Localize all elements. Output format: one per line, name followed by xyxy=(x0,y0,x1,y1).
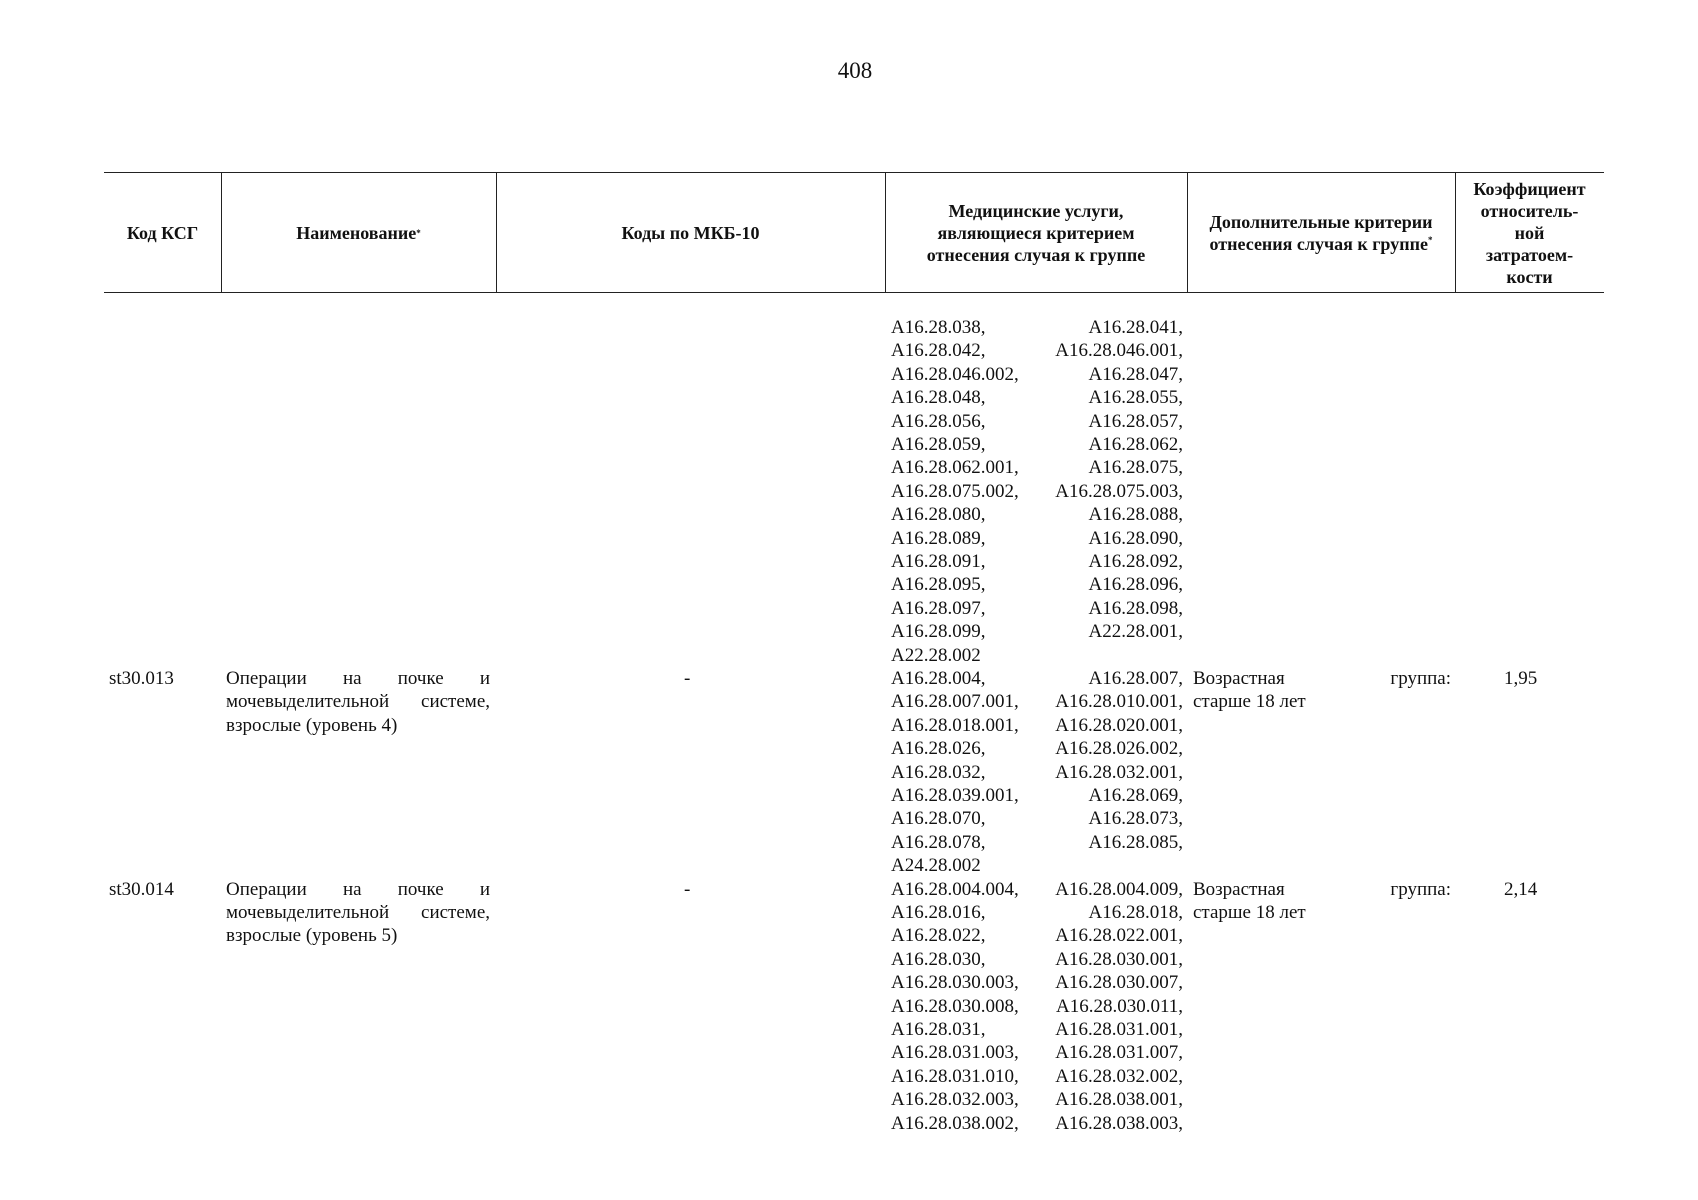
criteria-text: Возрастная xyxy=(1193,878,1285,900)
service-code: A16.28.069, xyxy=(1088,785,1183,806)
coefficient-value: 2,14 xyxy=(1504,878,1538,900)
page-number: 408 xyxy=(837,58,873,83)
service-code-line xyxy=(891,667,1183,690)
service-code: A16.28.030.003, xyxy=(891,972,1019,994)
group-name-line: взрослые (уровень 5) xyxy=(226,925,398,947)
service-code: A16.28.073, xyxy=(1088,808,1183,830)
service-code-line xyxy=(891,597,1183,620)
header-code: Код КСГ xyxy=(126,222,199,243)
service-code-line xyxy=(891,1112,1183,1135)
service-code: A16.28.030.007, xyxy=(1055,972,1183,994)
service-code-line xyxy=(891,550,1183,573)
criteria-line xyxy=(1193,667,1451,690)
service-code-line xyxy=(891,737,1183,760)
service-code: A22.28.001, xyxy=(1088,621,1183,643)
service-code-line xyxy=(891,1041,1183,1064)
group-name-line: взрослые (уровень 4) xyxy=(226,714,398,736)
header-coefficient: Коэффициент относитель- ной затратоем- кости xyxy=(1473,178,1586,287)
coefficient-value: 1,95 xyxy=(1504,668,1538,689)
service-code: A16.28.055, xyxy=(1088,387,1183,409)
service-code: A24.28.002 xyxy=(891,855,981,877)
service-code: A16.28.032.003, xyxy=(891,1089,1019,1111)
service-code: A16.28.048, xyxy=(891,387,986,409)
service-code: A16.28.007.001, xyxy=(891,691,1019,713)
service-code: A16.28.085, xyxy=(1088,831,1183,853)
service-code: A16.28.047, xyxy=(1088,363,1183,385)
service-code-line xyxy=(891,995,1183,1018)
table-header xyxy=(104,172,1604,293)
service-code: A16.28.004.004, xyxy=(891,878,1019,900)
service-code: A16.28.032.002, xyxy=(1055,1065,1183,1087)
service-code-line xyxy=(891,807,1183,830)
service-code: A16.28.030.008, xyxy=(891,995,1019,1017)
service-code: A16.28.031, xyxy=(891,1019,986,1040)
criteria-text: Возрастная xyxy=(1193,668,1285,689)
service-code: A16.28.062, xyxy=(1088,434,1183,455)
service-code: A16.28.095, xyxy=(891,574,986,596)
service-code-line xyxy=(891,1088,1183,1111)
service-code: A16.28.062.001, xyxy=(891,457,1019,479)
service-code: A16.28.022, xyxy=(891,925,986,947)
service-code-line xyxy=(891,761,1183,784)
criteria-text: старше 18 лет xyxy=(1193,691,1306,713)
criteria-text: группа: xyxy=(1390,878,1451,900)
ksg-code: st30.013 xyxy=(109,668,174,689)
service-code: A16.28.080, xyxy=(891,504,986,526)
group-name-line: Операции на почке и xyxy=(226,878,490,900)
service-code: A16.28.007, xyxy=(1088,668,1183,689)
service-code: A16.28.031.001, xyxy=(1055,1019,1183,1040)
service-code: A16.28.018, xyxy=(1088,902,1183,923)
service-code: A16.28.091, xyxy=(891,551,986,572)
group-name-line: мочевыделительной системе, xyxy=(226,902,490,923)
service-code: A16.28.030.011, xyxy=(1055,995,1183,1017)
service-code: A16.28.026.002, xyxy=(1055,738,1183,760)
criteria-line xyxy=(1193,878,1451,901)
service-code: A16.28.031.010, xyxy=(891,1065,1019,1087)
service-code-line xyxy=(891,784,1183,807)
service-code: A16.28.022.001, xyxy=(1055,925,1183,947)
service-code-line xyxy=(891,644,1183,667)
service-code-line xyxy=(891,503,1183,526)
service-code: A16.28.032.001, xyxy=(1055,761,1183,783)
service-code: A16.28.057, xyxy=(1088,410,1183,432)
service-code: A16.28.032, xyxy=(891,761,986,783)
header-criteria: Дополнительные критерии отнесения случая к группе* xyxy=(1209,211,1433,254)
service-code: A16.28.041, xyxy=(1088,317,1183,338)
service-code-line xyxy=(891,1018,1183,1041)
service-code: A16.28.078, xyxy=(891,831,986,853)
service-code: A16.28.018.001, xyxy=(891,714,1019,736)
service-code-line xyxy=(891,363,1183,386)
criteria-text: старше 18 лет xyxy=(1193,902,1306,923)
criteria-text: группа: xyxy=(1390,668,1451,689)
service-code: A16.28.031.007, xyxy=(1055,1042,1183,1064)
service-code-line xyxy=(891,316,1183,339)
service-code: A16.28.075, xyxy=(1088,457,1183,479)
service-code-line xyxy=(891,433,1183,456)
service-code: A16.28.099, xyxy=(891,621,986,643)
service-code-line xyxy=(891,948,1183,971)
service-code-line xyxy=(891,339,1183,362)
service-code: A16.28.038.002, xyxy=(891,1112,1019,1134)
service-code-line xyxy=(891,410,1183,433)
service-code: A16.28.020.001, xyxy=(1055,714,1183,736)
service-code: A16.28.039.001, xyxy=(891,785,1019,806)
service-code: A16.28.010.001, xyxy=(1055,691,1183,713)
service-code-line xyxy=(891,971,1183,994)
mkb-codes: - xyxy=(684,668,691,689)
group-name-line: Операции на почке и xyxy=(226,668,490,689)
service-code: A16.28.075.002, xyxy=(891,480,1019,502)
service-code: A16.28.090, xyxy=(1088,527,1183,549)
service-code: A16.28.038, xyxy=(891,317,986,338)
header-services: Медицинские услуги, являющиеся критерием отнесения случая к группе xyxy=(926,200,1146,265)
service-code: A16.28.030, xyxy=(891,948,986,970)
mkb-codes: - xyxy=(684,878,691,900)
service-code-line xyxy=(891,480,1183,503)
service-code: A16.28.038.003, xyxy=(1055,1112,1183,1134)
service-code: A16.28.097, xyxy=(891,597,986,619)
service-code: A16.28.092, xyxy=(1088,551,1183,572)
service-code-line xyxy=(891,386,1183,409)
service-code-line xyxy=(891,690,1183,713)
service-code-line xyxy=(891,831,1183,854)
service-code: A16.28.098, xyxy=(1088,597,1183,619)
service-code-line xyxy=(891,924,1183,947)
service-code: A16.28.088, xyxy=(1088,504,1183,526)
service-code-line xyxy=(891,901,1183,924)
service-code: A16.28.070, xyxy=(891,808,986,830)
service-code: A22.28.002 xyxy=(891,644,981,666)
service-code: A16.28.042, xyxy=(891,340,986,362)
service-code-line xyxy=(891,456,1183,479)
service-code-line xyxy=(891,620,1183,643)
service-code: A16.28.046.001, xyxy=(1055,340,1183,362)
service-code: A16.28.004, xyxy=(891,668,986,689)
group-name-line: мочевыделительной системе, xyxy=(226,691,490,713)
service-code: A16.28.031.003, xyxy=(891,1042,1019,1064)
header-name: Наименование * xyxy=(296,222,421,243)
service-code-line xyxy=(891,527,1183,550)
service-code: A16.28.096, xyxy=(1088,574,1183,596)
service-code-line xyxy=(891,714,1183,737)
service-code-line xyxy=(891,854,1183,877)
header-mkb: Коды по МКБ-10 xyxy=(621,222,760,243)
service-code: A16.28.038.001, xyxy=(1055,1089,1183,1111)
service-code: A16.28.089, xyxy=(891,527,986,549)
service-code-line xyxy=(891,573,1183,596)
service-code-line xyxy=(891,878,1183,901)
service-code: A16.28.059, xyxy=(891,434,986,455)
service-code-line xyxy=(891,1065,1183,1088)
service-code: A16.28.046.002, xyxy=(891,363,1019,385)
service-code: A16.28.016, xyxy=(891,902,986,923)
service-code: A16.28.030.001, xyxy=(1055,948,1183,970)
service-code: A16.28.075.003, xyxy=(1055,480,1183,502)
service-code: A16.28.056, xyxy=(891,410,986,432)
service-code: A16.28.026, xyxy=(891,738,986,760)
service-code: A16.28.004.009, xyxy=(1055,878,1183,900)
footnote-mark: * xyxy=(1427,234,1433,245)
ksg-code: st30.014 xyxy=(109,878,174,900)
